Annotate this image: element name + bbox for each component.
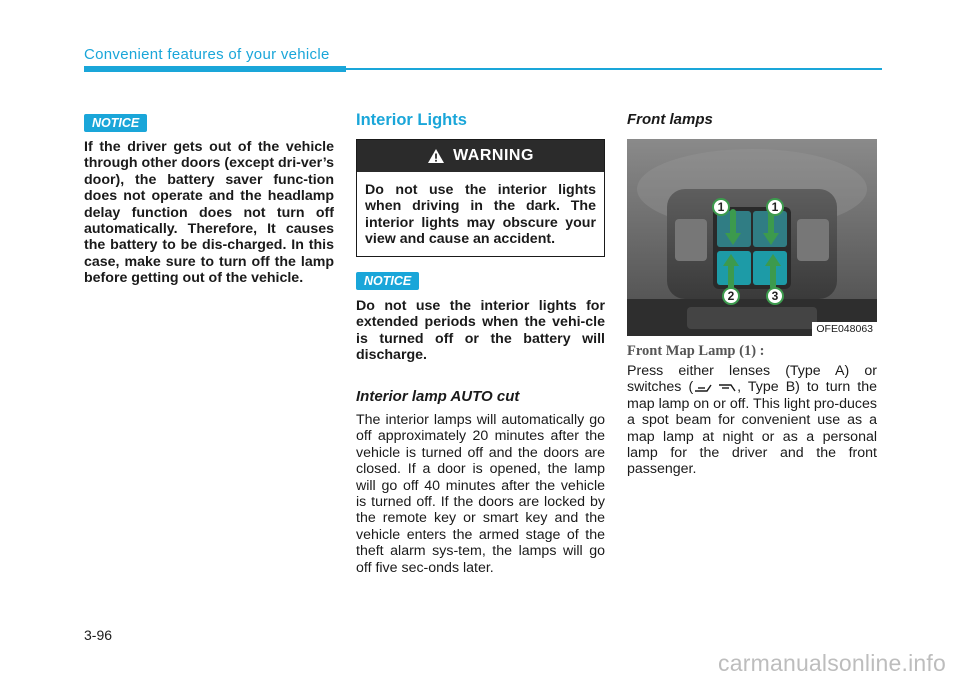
notice-text-2: Do not use the interior lights for extended periods when the vehi-cle is turned off or the battery will discharge.: [356, 298, 605, 364]
page-number: 3-96: [84, 627, 113, 643]
front-map-text-part1: Press either lenses (Type A) or switches (: [627, 363, 877, 396]
warning-label: WARNING: [453, 147, 534, 164]
front-map-text-part2: , Type B) to turn the map lamp on or off. This light pro-duces a spot beam for convenient use as a map lamp at night or as a personal lamp for the driver and the front passenger.: [627, 379, 877, 478]
warning-box: [356, 139, 605, 257]
front-map-lamp-heading: Front Map Lamp (1) :: [627, 343, 765, 359]
map-lamp-switch-icons: [693, 382, 737, 394]
image-caption: OFE048063: [812, 322, 877, 336]
notice-badge-2: NOTICE: [356, 272, 419, 290]
map-lens-right: [797, 219, 829, 261]
warning-text: Do not use the interior lights when driving in the dark. The interior lights may obscure your view and cause an accident.: [365, 182, 596, 248]
callout-1-right: 1: [771, 200, 779, 214]
notice-badge: NOTICE: [84, 114, 147, 132]
callout-2: 2: [727, 289, 735, 303]
front-console-illustration: [627, 139, 877, 336]
map-lens-left: [675, 219, 707, 261]
front-map-lamp-text: [627, 363, 877, 478]
header-title: Convenient features of your vehicle: [84, 46, 330, 63]
notice-text: If the driver gets out of the vehicle through other doors (except dri-ver’s door), the battery saver func-tion does not operate and the headlamp delay function does not turn off automatically. Therefore, It causes the battery to be dis-charged. In this case, make sure to turn off the lamp before getting out of the vehicle.: [84, 139, 334, 287]
warning-triangle-icon: [427, 148, 445, 164]
front-lamp-photo: [627, 139, 877, 336]
watermark: carmanualsonline.info: [718, 650, 946, 676]
callout-1-left: 1: [717, 200, 725, 214]
header-rule: [346, 68, 882, 70]
warning-header: [357, 140, 604, 172]
subsection-title-auto-cut: Interior lamp AUTO cut: [356, 388, 520, 405]
section-title-front-lamps: Front lamps: [627, 111, 713, 128]
callout-3: 3: [771, 289, 779, 303]
section-title-interior-lights: Interior Lights: [356, 111, 467, 129]
header-bar: [84, 66, 346, 72]
auto-cut-text: The interior lamps will automatically go off approximately 20 minutes after the vehicle is turned off and the doors are closed. If a door is opened, the lamp will go off 40 minutes after the vehicle is turned off. If the doors are locked by the remote key or smart key and the vehicle enters the armed stage of the theft alarm sys-tem, the lamps will go off five sec-onds later.: [356, 412, 605, 576]
